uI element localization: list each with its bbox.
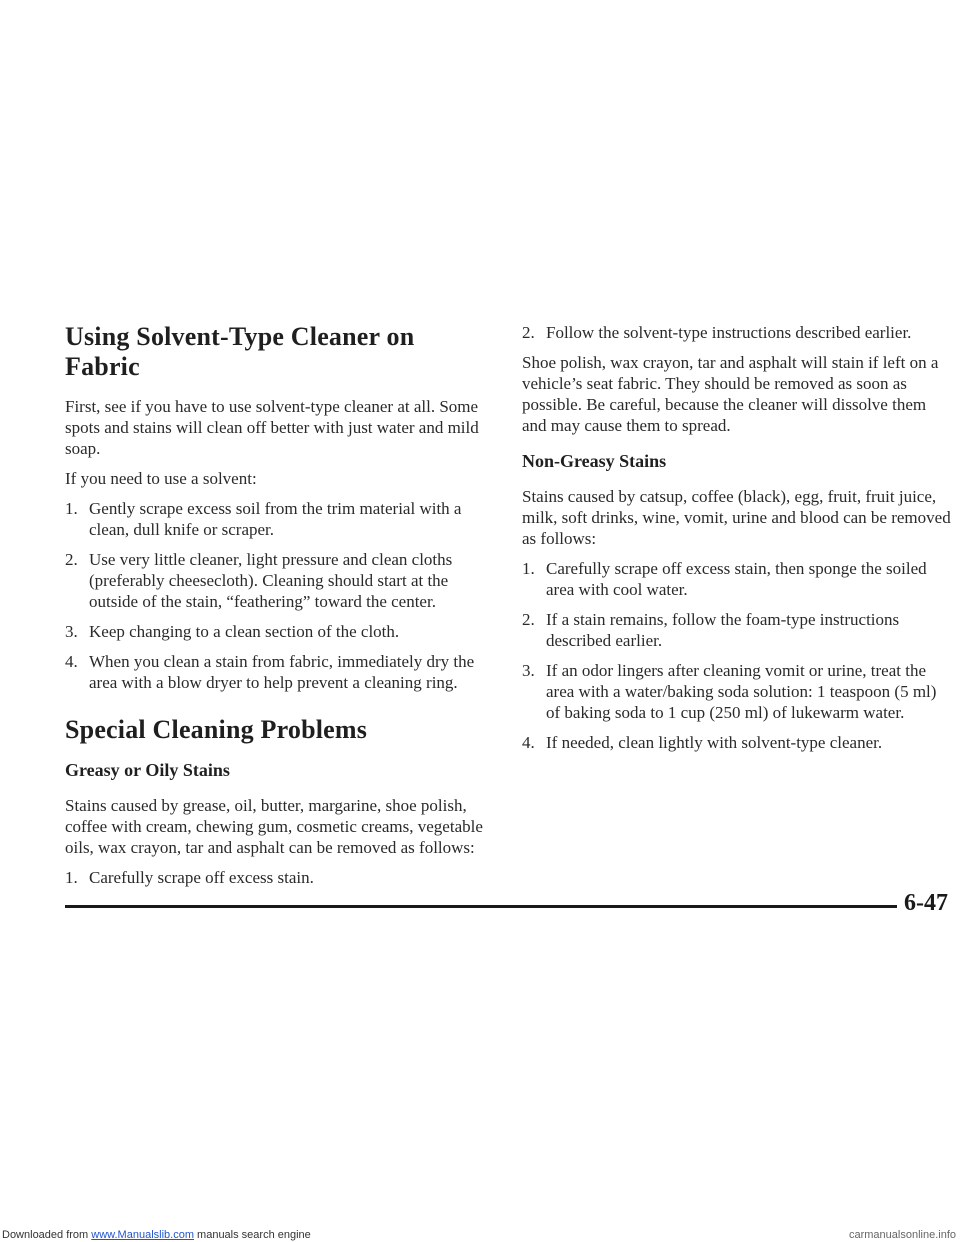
- subheading-non-greasy: Non-Greasy Stains: [522, 451, 667, 471]
- step-number: 4.: [65, 652, 78, 671]
- watermark-text: carmanualsonline.info: [848, 1229, 956, 1241]
- list-item: [65, 621, 490, 642]
- download-prefix: Downloaded from: [2, 1229, 92, 1241]
- list-item: [65, 867, 490, 888]
- step-text: Keep changing to a clean section of the cloth.: [89, 622, 400, 641]
- step-text: If a stain remains, follow the foam-type instructions described earlier.: [546, 610, 900, 650]
- step-number: 4.: [522, 733, 535, 752]
- download-suffix: manuals search engine: [193, 1229, 311, 1241]
- greasy-steps-list: [65, 867, 490, 888]
- list-item: [65, 651, 490, 693]
- step-text: Carefully scrape off excess stain, then sponge the soiled area with cool water.: [546, 559, 927, 599]
- greasy-steps-list-continued: [522, 322, 952, 343]
- manualslib-link[interactable]: www.Manualslib.com: [91, 1229, 194, 1241]
- download-notice: [2, 1228, 311, 1242]
- step-text: Carefully scrape off excess stain.: [89, 868, 314, 887]
- solvent-lead-in: If you need to use a solvent:: [65, 469, 257, 488]
- list-item: [65, 498, 490, 540]
- greasy-paragraph: Stains caused by grease, oil, butter, margarine, shoe polish, coffee with cream, chewing gum, cosmetic creams, vegetable oils, wax crayon, tar and asphalt can be removed as follows:: [65, 796, 483, 857]
- step-text: If an odor lingers after cleaning vomit or urine, treat the area with a water/baking soda solution: 1 teaspoon (5 ml) of baking soda to 1 cup (250 ml) of lukewarm water.: [546, 661, 937, 722]
- list-item: [522, 732, 952, 753]
- step-text: Follow the solvent-type instructions described earlier.: [546, 323, 912, 342]
- step-number: 2.: [65, 550, 78, 569]
- left-column: [65, 322, 490, 888]
- section-heading-solvent: Using Solvent-Type Cleaner on Fabric: [65, 322, 415, 381]
- non-greasy-steps-list: [522, 558, 952, 753]
- step-number: 2.: [522, 610, 535, 629]
- step-number: 3.: [65, 622, 78, 641]
- page-number: 6-47: [904, 890, 948, 916]
- download-footer: [0, 1228, 960, 1242]
- list-item: [522, 609, 952, 651]
- step-number: 2.: [522, 323, 535, 342]
- step-text: Gently scrape excess soil from the trim material with a clean, dull knife or scraper.: [89, 499, 462, 539]
- intro-paragraph: First, see if you have to use solvent-type cleaner at all. Some spots and stains will clean off better with just water and mild soap.: [65, 397, 479, 458]
- section-heading-special: Special Cleaning Problems: [65, 715, 368, 744]
- solvent-steps-list: [65, 498, 490, 693]
- non-greasy-paragraph: Stains caused by catsup, coffee (black), egg, fruit, fruit juice, milk, soft drinks, wine, vomit, urine and blood can be removed as follows:: [522, 487, 951, 548]
- right-column: [522, 322, 952, 753]
- subheading-greasy: Greasy or Oily Stains: [65, 760, 230, 780]
- page-bottom-rule: [65, 905, 897, 908]
- list-item: [522, 558, 952, 600]
- step-text: When you clean a stain from fabric, immediately dry the area with a blow dryer to help prevent a cleaning ring.: [89, 652, 475, 692]
- list-item: [65, 549, 490, 612]
- step-text: Use very little cleaner, light pressure and clean cloths (preferably cheesecloth). Cleaning should start at the outside of the stain, “feathering” toward the center.: [89, 550, 453, 611]
- step-text: If needed, clean lightly with solvent-type cleaner.: [546, 733, 883, 752]
- list-item: [522, 660, 952, 723]
- step-number: 3.: [522, 661, 535, 680]
- step-number: 1.: [522, 559, 535, 578]
- step-number: 1.: [65, 499, 78, 518]
- step-number: 1.: [65, 868, 78, 887]
- shoe-polish-paragraph: Shoe polish, wax crayon, tar and asphalt will stain if left on a vehicle’s seat fabric. They should be removed as soon as possible. Be careful, because the cleaner will dissolve them and may cause them to spread.: [522, 353, 939, 435]
- list-item: [522, 322, 952, 343]
